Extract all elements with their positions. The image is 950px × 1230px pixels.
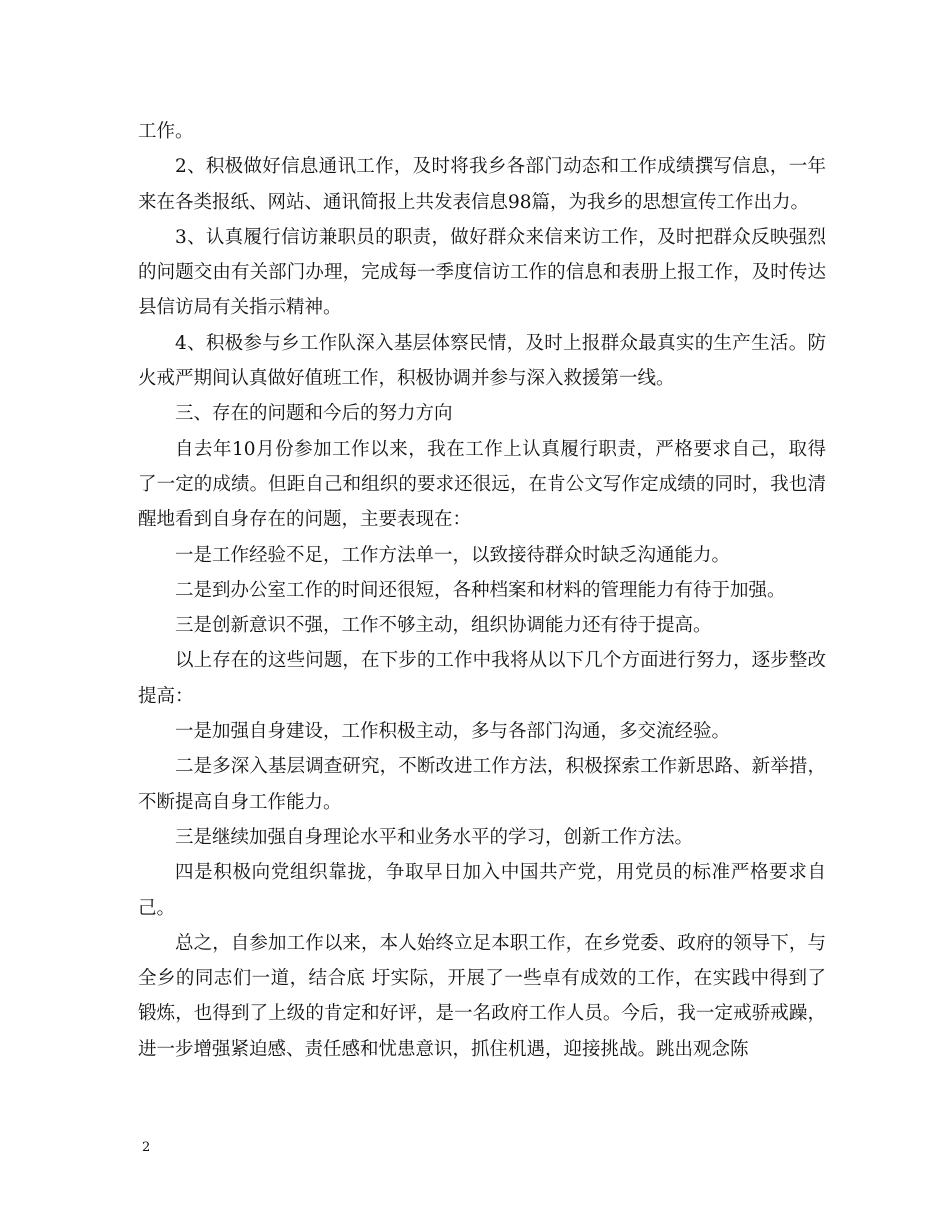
paragraph: 一是工作经验不足，工作方法单一，以致接待群众时缺乏沟通能力。 <box>175 544 731 566</box>
paragraph: 4、积极参与乡工作队深入基层体察民情，及时上报群众最真实的生产生活。防火戒严期间认真做好值班工作，积极协调并参与深入救援第一线。 <box>138 332 826 390</box>
paragraph: 工作。 <box>138 121 194 142</box>
paragraph: 总之，自参加工作以来，本人始终立足本职工作，在乡党委、政府的领导下，与全乡的同志们一道，结合底 圩实际，开展了一些卓有成效的工作，在实践中得到了锻炼，也得到了上级的肯定和好评，是一名政府工作人员。今后，我一定戒骄戒躁，进一步增强紧迫感、责任感和忧患意识，抓住机遇，迎接挑战。跳出观念陈 <box>138 932 826 1060</box>
paragraph: 自去年10月份参加工作以来，我在工作上认真履行职责，严格要求自己，取得了一定的成绩。但距自己和组织的要求还很远，在肯公文写作定成绩的同时，我也清醒地看到自身存在的问题，主要表现在： <box>138 438 826 531</box>
paragraph: 三是继续加强自身理论水平和业务水平的学习，创新工作方法。 <box>175 826 694 848</box>
paragraph: 一是加强自身建设，工作积极主动，多与各部门沟通，多交流经验。 <box>175 721 731 743</box>
document-body <box>138 114 826 1067</box>
paragraph: 2、积极做好信息通讯工作，及时将我乡各部门动态和工作成绩撰写信息，一年来在各类报纸、网站、通讯简报上共发表信息98篇，为我乡的思想宣传工作出力。 <box>138 156 826 213</box>
paragraph: 四是积极向党组织靠拢，争取早日加入中国共产党，用党员的标准严格要求自己。 <box>138 862 826 919</box>
paragraph: 三是创新意识不强，工作不够主动，组织协调能力还有待于提高。 <box>175 615 712 637</box>
paragraph: 二是多深入基层调查研究，不断改进工作方法，积极探索工作新思路、新举措，不断提高自身工作能力。 <box>138 756 826 813</box>
paragraph: 二是到办公室工作的时间还很短，各种档案和材料的管理能力有待于加强。 <box>175 579 786 601</box>
page-number: 2 <box>142 1140 151 1155</box>
paragraph: 3、认真履行信访兼职员的职责，做好群众来信来访工作，及时把群众反映强烈的问题交由有关部门办理，完成每一季度信访工作的信息和表册上报工作，及时传达县信访局有关指示精神。 <box>138 226 826 319</box>
section-heading: 三、存在的问题和今后的努力方向 <box>175 403 453 425</box>
paragraph: 以上存在的这些问题，在下步的工作中我将从以下几个方面进行努力，逐步整改提高： <box>138 650 826 707</box>
